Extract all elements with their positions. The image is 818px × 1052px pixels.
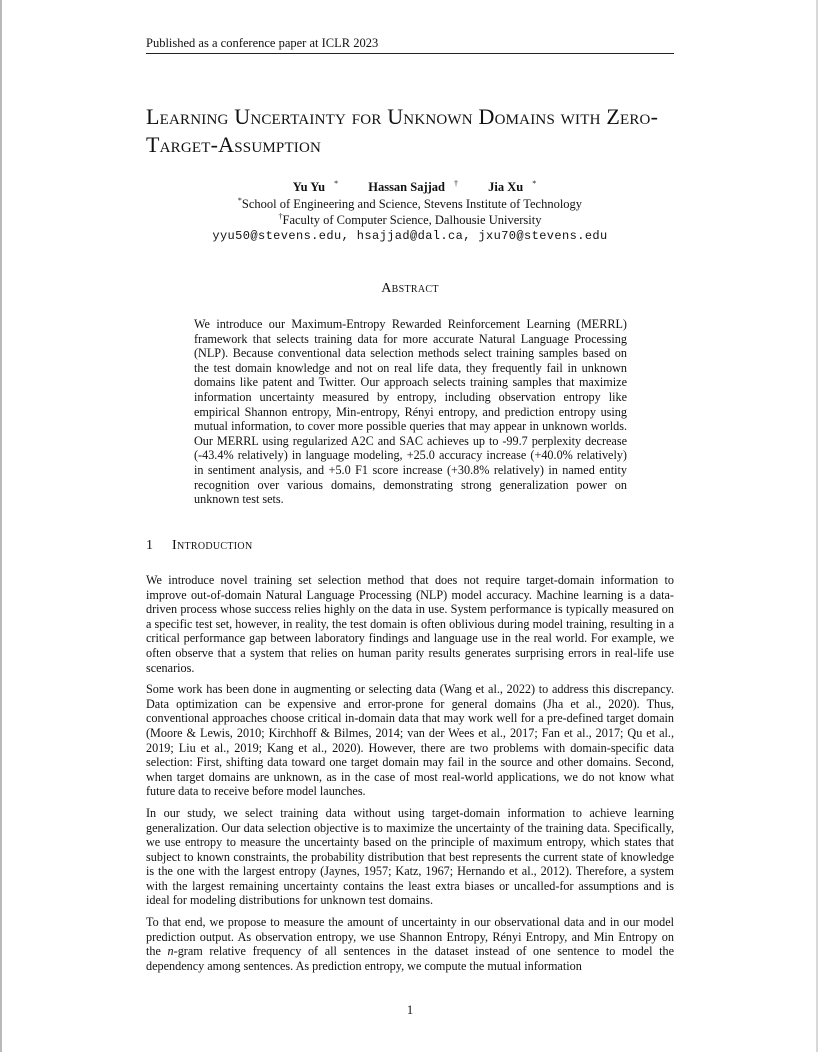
affiliation: †Faculty of Computer Science, Dalhousie University xyxy=(278,212,542,227)
section-heading-introduction xyxy=(146,538,674,554)
author-block xyxy=(146,180,674,244)
affiliation: *School of Engineering and Science, Stevens Institute of Technology xyxy=(237,196,583,211)
author-names xyxy=(146,180,674,195)
author: Hassan Sajjad † xyxy=(368,179,458,194)
section-title: Introduction xyxy=(172,538,253,553)
running-header: Published as a conference paper at ICLR 2023 xyxy=(146,36,674,54)
math-variable: n xyxy=(167,944,174,959)
page-left-edge xyxy=(0,0,2,1052)
section-number: 1 xyxy=(146,538,154,553)
page-number: 1 xyxy=(406,1003,414,1017)
paper-title: Learning Uncertainty for Unknown Domains with Zero-Target-Assumption xyxy=(146,104,659,157)
author: Yu Yu * xyxy=(292,179,339,194)
author: Jia Xu * xyxy=(488,179,537,194)
paragraph: In our study, we select training data without using target-domain information to achieve learning generalization. Our data selection objective is to maximize the uncertainty of the training data. Specifically, we use entropy to measure the uncertainty based on the principle of maximum entropy, which states that subject to known constraints, the probability distribution that best represents the current state of knowledge is the one with the largest entropy (Jaynes, 1957; Katz, 1967; Hernando et al., 2012). Therefore, a system with the largest remaining uncertainty contains the least extra biases or uncalled-for assumptions and is ideal for modeling distributions for unknown test domains. xyxy=(146,805,674,908)
abstract-heading: Abstract xyxy=(381,281,439,296)
introduction-body xyxy=(146,573,674,980)
author-emails: yyu50@stevens.edu, hsajjad@dal.ca, jxu70@stevens.edu xyxy=(212,229,608,243)
paragraph: Some work has been done in augmenting or selecting data (Wang et al., 2022) to address this discrepancy. Data optimization can be expensive and error-prone for general domains (Jha et al., 2020). Thus, conventional approaches choose critical in-domain data that may work well for a pre-defined target domain (Moore & Lewis, 2010; Kirchhoff & Bilmes, 2014; van der Wees et al., 2017; Fan et al., 2017; Qu et al., 2019; Liu et al., 2019; Kang et al., 2020). However, there are two problems with domain-specific data selection: First, shifting data toward one target domain may fail in the source and other domains. Second, when target domains are unknown, as in the case of most real-world applications, we do not know what future data to receive before model launches. xyxy=(146,682,674,799)
paragraph: We introduce novel training set selection method that does not require target-domain information to improve out-of-domain Natural Language Processing (NLP) model accuracy. Machine learning is a data-driven process whose success relies highly on the data in use. System performance is typically measured on a specific test set, however, in reality, the test domain is often oblivious during model training, resulting in a critical performance gap between laboratory findings and language use in the real world. For example, we often observe that a system that relies on human parity results generates surprising errors in real-life use scenarios. xyxy=(146,573,674,675)
abstract-text: We introduce our Maximum-Entropy Rewarded Reinforcement Learning (MERRL) framework that selects training data for more accurate Natural Language Processing (NLP). Because conventional data selection methods select training samples based on the test domain knowledge and not on real life data, they frequently fail in unknown domains like patent and Twitter. Our approach selects training samples that maximize information uncertainty measured by entropy, including observation entropy like empirical Shannon entropy, Min-entropy, Rényi entropy, and prediction entropy using mutual information, to cover more possible queries that may appear in unknown worlds. Our MERRL using regularized A2C and SAC achieves up to -99.7 perplexity decrease (-43.4% relatively) in language modeling, +25.0 accuracy increase (+40.0% relatively) in sentiment analysis, and +5.0 F1 score increase (+30.8% relatively) in named entity recognition over various domains, demonstrating strong generalization power on unknown test sets. xyxy=(194,317,627,507)
paragraph: To that end, we propose to measure the amount of uncertainty in our observational data and in our model prediction output. As observation entropy, we use Shannon Entropy, Rényi Entropy, and Min Entropy on the n-gram relative frequency of all sentences in the dataset instead of one sentence to model the dependency among sentences. As prediction entropy, we compute the mutual information xyxy=(146,915,675,973)
